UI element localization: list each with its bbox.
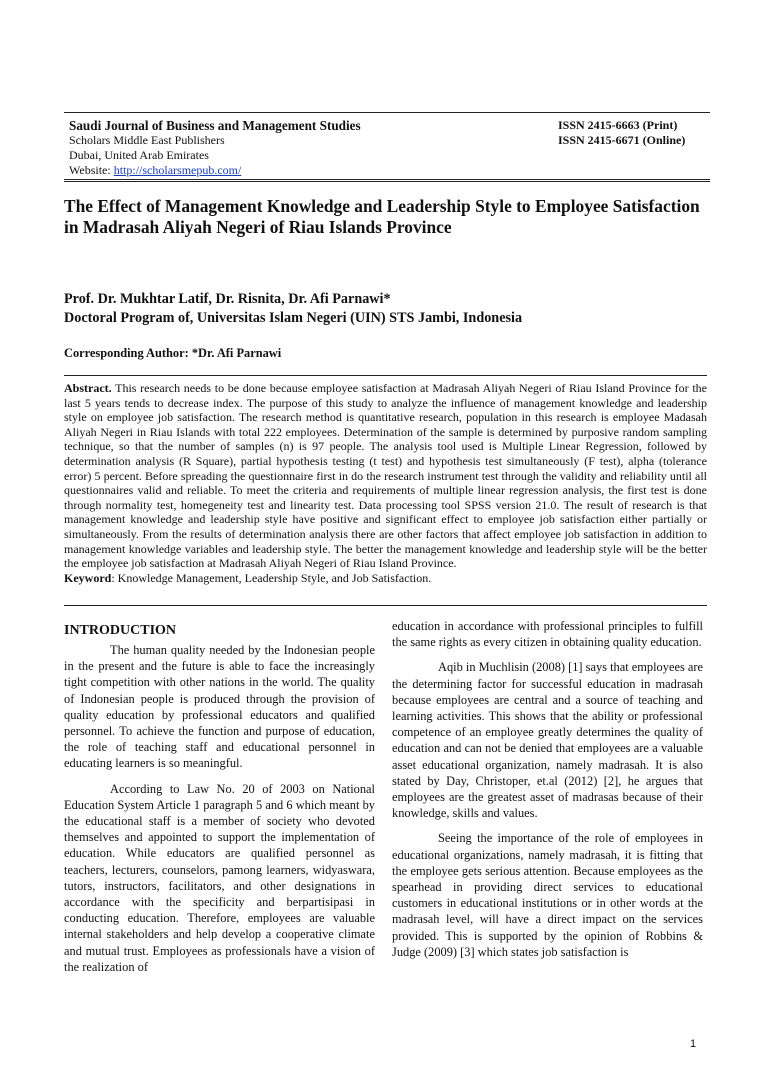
page-number: 1 [690,1038,697,1050]
paper-title: The Effect of Management Knowledge and Leadership Style to Employee Satisfaction in Madrasah Aliyah Negeri of Riau Islands Province [64,196,700,237]
author-affiliation: Doctoral Program of, Universitas Islam Negeri (UIN) STS Jambi, Indonesia [64,310,523,326]
publisher-location: Dubai, United Arab Emirates [69,148,209,162]
left-column [64,618,375,975]
publisher: Scholars Middle East Publishers [69,133,225,147]
paragraph: education in accordance with professional principles to fulfill the same rights as every citizen in obtaining quality education. [392,619,703,650]
paragraph: The human quality needed by the Indonesian people in the present and the future is able to face the increasingly tight competition with other nations in the world. The quality of Indonesian people is produced through the provision of quality education by professional educators and qualified personnel. To achieve the function and purpose of education, the role of teaching staff and educational personnel in educating learners is so meaningful. [64,643,375,771]
right-column [392,618,703,960]
paragraph: Aqib in Muchlisin (2008) [1] says that employees are the determining factor for successful education in madrasah because employees are central and a source of teaching and learning activities. This shows that the ability or professional competence of an employee greatly determines the quality of education and can not be denied that employees are a valuable asset educational organization, namely madrasah. It is also stated by Day, Christoper, et.al (2012) [2], he argues that employees are the greatest asset of madrasas because of their knowledge, skills and values. [392,660,703,821]
corresponding-author: Corresponding Author: *Dr. Afi Parnawi [64,346,282,360]
abstract-box [64,375,707,606]
issn-print: ISSN 2415-6663 (Print) [558,118,678,132]
website-label: Website: [69,163,114,177]
journal-info [69,118,361,178]
author-names: Prof. Dr. Mukhtar Latif, Dr. Risnita, Dr. Afi Parnawi* [64,291,391,307]
keyword-text: : Knowledge Management, Leadership Style, and Job Satisfaction. [111,570,432,585]
author-block [64,290,704,328]
issn-info [558,118,685,148]
issn-online: ISSN 2415-6671 (Online) [558,133,686,147]
website-line [69,163,361,178]
keyword-label: Keyword [64,570,112,585]
section-heading-introduction: INTRODUCTION [64,623,177,638]
journal-header [64,112,710,182]
journal-title: Saudi Journal of Business and Management Studies [69,118,361,133]
website-link[interactable]: http://scholarsmepub.com/ [113,163,242,177]
abstract-label: Abstract. [64,381,112,395]
paragraph: Seeing the importance of the role of employees in educational organizations, namely madrasah, it is fitting that the employee gets serious attention. Because employees as the spearhead in providing direct services to educational customers in educational institutions or in other words at the madrasah level, will have a direct impact on the services provided. This is supported by the opinion of Robbins & Judge (2009) [3] which states job satisfaction is [392,831,703,959]
paragraph: According to Law No. 20 of 2003 on National Education System Article 1 paragraph 5 and 6 which meant by the educational staff is a member of society who devoted themselves and appointed to support the implementation of education. While educators are qualified personnel as teachers, lecturers, counselors, pamong learners, widyaswara, tutors, instructors, facilitators, and other designations in accordance with the specificity and berpartisipasi in conducting education. Therefore, employees are valuable internal stakeholders and help develop a cooperative climate and mutual trust. Employees as professionals have a vision of the realization of [64,781,375,974]
abstract-text: This research needs to be done because employee satisfaction at Madrasah Aliyah Negeri of Riau Island Province for the last 5 years tends to decrease index. The purpose of this study to analyze the influence of management knowledge and leadership style on employee job satisfaction. The research method is quantitative research, population in this research is employee Madasah Aliyah Negeri in Riau Islands with total 222 employees. Determination of the sample is determined by purposive random sampling technique, so that the number of samples (n) is 97 people. The analysis tool used is Multiple Linear Regression, followed by determination analysis (R Square), partial hypothesis testing (t test) and hypothesis test simultaneously (F test), alpha (tolerance error) 5 percent. Before spreading the questionnaire first in do the research instrument test through the validity and reliability until all questionnaires valid and reliable. To meet the criteria and requirements of multiple linear regression analysis, the first test is done through normality test, homegeneity test and linearity test. Data processing tool SPSS version 21.0. The result of research is that management knowledge and leadership style have positive and significant effect to employee job satisfaction either partially or simultaneously. From the results of determination analysis there are other factors that affect employee job satisfaction in addition to management knowledge variables and leadership style. The better the management knowledge and leadership style will be the better the employee job satisfaction at Madrasah Aliyah Negeri of Riau Island Province. [64,381,707,571]
